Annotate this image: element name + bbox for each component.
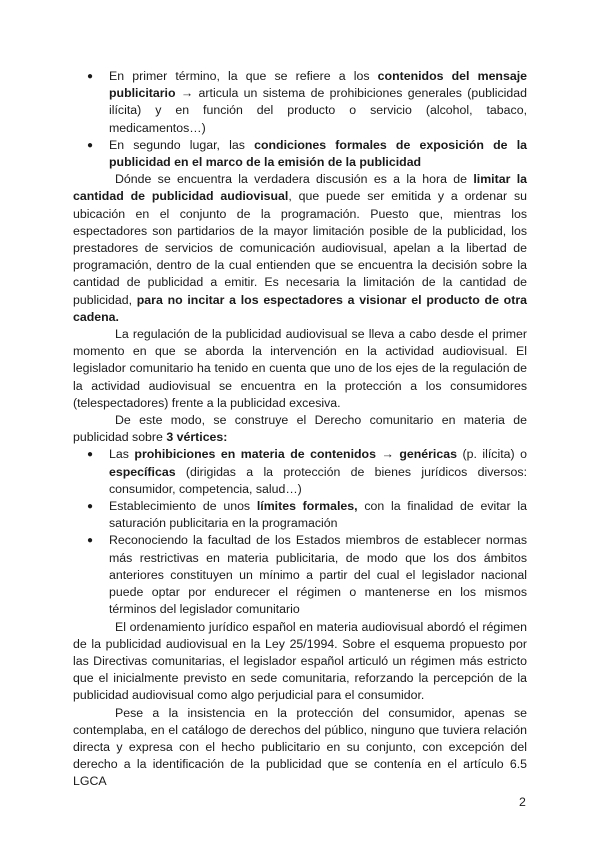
text-run: Reconociendo la facultad de los Estados miembros de establecer normas más restrictivas en materia publicitaria, de modo que los dos ámbitos anteriores constituyen un mínimo a partir del cual el legislador nacional puede optar por endurecer el régimen o mantenerse en los mismos términos del legislador comunitario <box>109 533 527 617</box>
paragraph-vertices-intro <box>73 412 527 446</box>
list-item <box>73 532 527 618</box>
page-number: 2 <box>519 795 526 809</box>
bullet-icon: ● <box>87 71 94 82</box>
bold-text-run: específicas <box>109 464 176 479</box>
bold-text-run: condiciones formales de exposición de la publicidad en el marco de la emisión de la publicidad <box>109 137 527 170</box>
bullet-icon: ● <box>87 139 94 151</box>
bold-text-run: límites formales, <box>256 499 358 514</box>
list-item <box>73 68 527 137</box>
text-run: con la finalidad de evitar la saturación publicitaria en la programación <box>109 499 528 531</box>
bold-text-run: limitar la cantidad de publicidad audiovisual <box>73 172 527 204</box>
bold-text-run: prohibiciones en materia de contenidos → genéricas <box>134 447 457 462</box>
paragraph-consumer-rights: Pese a la insistencia en la protección del consumidor, apenas se contemplaba, en el catálogo de derechos del público, ninguno que tuviera relación directa y expresa con el hecho publicitario en su conjunto, con excepción del derecho a la identificación de la publicidad que se contenía en el artículo 6.5 LGCA <box>73 705 527 789</box>
bold-text-run: 3 vértices: <box>166 430 228 445</box>
bold-text-run: contenidos del mensaje publicitario <box>109 69 527 101</box>
text-run: , que puede ser emitida y a ordenar su ubicación en el conjunto de la programación. Puesto que, mientras los espectadores son partidarios de la mayor limitación posible de la publicidad, los prestadores de servicios de comunicación audiovisual, apelan a la libertad de programación, dentro de la cual entienden que se encuentra la decisión sobre la cantidad de publicidad a emitir. Es necesaria la limitación de la cantidad de publicidad, <box>73 189 527 307</box>
paragraph-spanish-law: El ordenamiento jurídico español en materia audiovisual abordó el régimen de la publicidad audiovisual en la Ley 25/1994. Sobre el esquema propuesto por las Directivas comunitarias, el legislador español articuló un régimen más estricto que el inicialmente previsto en sede comunitaria, reforzando la percepción de la publicidad audiovisual como algo perjudicial para el consumidor. <box>73 619 527 703</box>
bullet-icon: ● <box>87 501 94 513</box>
paragraph-regulation: La regulación de la publicidad audiovisual se lleva a cabo desde el primer momento en que se aborda la intervención en la actividad audiovisual. El legislador comunitario ha tenido en cuenta que uno de los ejes de la regulación de la actividad audiovisual se encuentra en la protección a los consumidores (telespectadores) frente a la publicidad excesiva. <box>73 327 527 410</box>
document-page <box>73 68 527 791</box>
text-run: (p. ilícita) o <box>456 447 528 462</box>
text-run: De este modo, se construye el Derecho comunitario en materia de publicidad sobre <box>73 413 527 445</box>
text-run: Establecimiento de unos <box>109 499 257 514</box>
text-run: Las <box>109 447 135 462</box>
paragraph-quantity-limits <box>73 171 527 326</box>
text-run: → articula un sistema de prohibiciones generales (publicidad ilícita) y en función del producto o servicio (alcohol, tabaco, medicamentos…) <box>109 86 527 135</box>
bullet-icon: ● <box>87 449 94 461</box>
text-run: Dónde se encuentra la verdadera discusión es a la hora de <box>115 172 474 187</box>
text-run: En segundo lugar, las <box>109 137 255 152</box>
list-item <box>73 137 527 171</box>
bullet-icon: ● <box>87 535 94 547</box>
bold-text-run: para no incitar a los espectadores a visionar el producto de otra cadena. <box>73 292 527 324</box>
text-run: (dirigidas a la protección de bienes jurídicos diversos: consumidor, competencia, salud…) <box>109 464 527 496</box>
list-item <box>73 498 527 532</box>
text-run: En primer término, la que se refiere a los <box>109 69 378 83</box>
list-item <box>73 446 527 498</box>
